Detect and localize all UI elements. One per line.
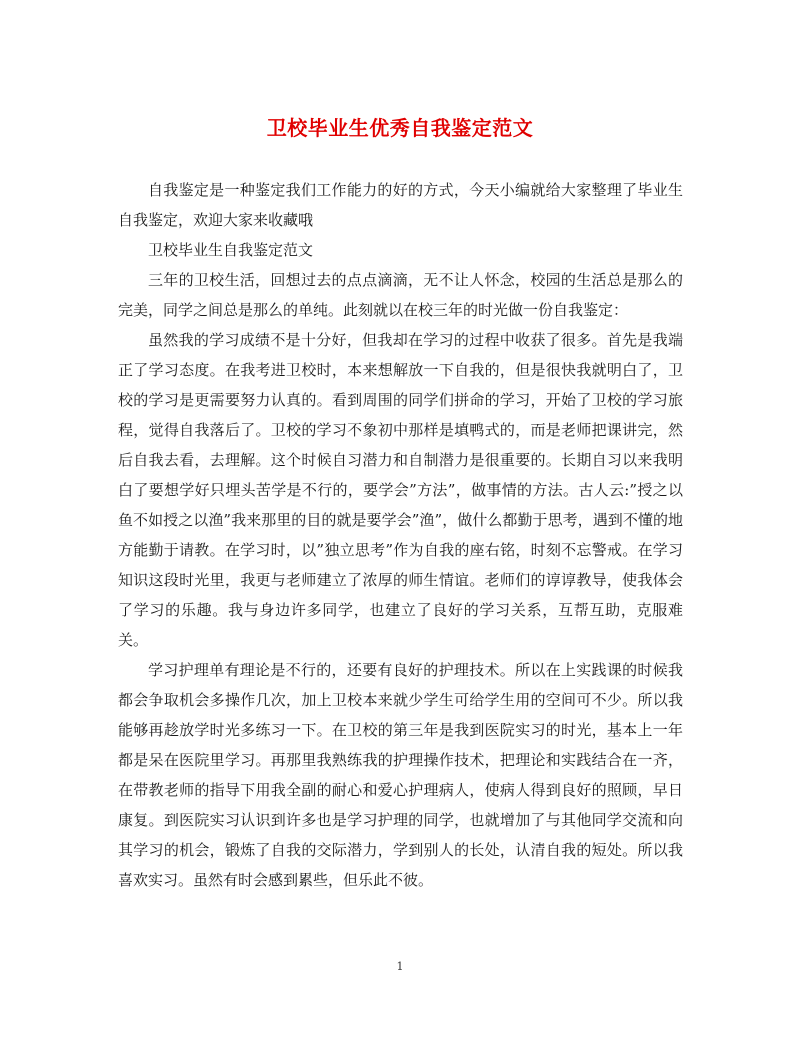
page-number: 1 xyxy=(396,960,404,973)
document-body xyxy=(118,175,683,895)
section-heading: 卫校毕业生自我鉴定范文 xyxy=(148,241,314,259)
intro-paragraph: 自我鉴定是一种鉴定我们工作能力的好的方式，今天小编就给大家整理了毕业生自我鉴定，欢迎大家来收藏哦 xyxy=(118,181,683,229)
opening-paragraph: 三年的卫校生活，回想过去的点点滴滴，无不让人怀念，校园的生活总是那么的完美，同学之间总是那么的单纯。此刻就以在校三年的时光做一份自我鉴定： xyxy=(118,271,683,319)
practice-paragraph: 学习护理单有理论是不行的，还要有良好的护理技术。所以在上实践课的时候我都会争取机会多操作几次，加上卫校本来就少学生可给学生用的空间可不少。所以我能够再趁放学时光多练习一下。在卫校的第三年是我到医院实习的时光，基本上一年都是呆在医院里学习。再那里我熟练我的护理操作技术，把理论和实践结合在一齐，在带教老师的指导下用我全副的耐心和爱心护理病人，使病人得到良好的照顾，早日康复。到医院实习认识到许多也是学习护理的同学，也就增加了与其他同学交流和向其学习的机会，锻炼了自我的交际潜力，学到别人的长处，认清自我的短处。所以我喜欢实习。虽然有时会感到累些，但乐此不彼。 xyxy=(118,661,683,889)
document-title: 卫校毕业生优秀自我鉴定范文 xyxy=(266,116,534,140)
study-paragraph: 虽然我的学习成绩不是十分好，但我却在学习的过程中收获了很多。首先是我端正了学习态度。在我考进卫校时，本来想解放一下自我的，但是很快我就明白了，卫校的学习是更需要努力认真的。看到周围的同学们拼命的学习，开始了卫校的学习旅程，觉得自我落后了。卫校的学习不象初中那样是填鸭式的，而是老师把课讲完，然后自我去看，去理解。这个时候自习潜力和自制潜力是很重要的。长期自习以来我明白了要想学好只埋头苦学是不行的，要学会”方法”，做事情的方法。古人云:”授之以鱼不如授之以渔”我来那里的目的就是要学会”渔”，做什么都勤于思考，遇到不懂的地方能勤于请教。在学习时，以”独立思考”作为自我的座右铭，时刻不忘警戒。在学习知识这段时光里，我更与老师建立了浓厚的师生情谊。老师们的谆谆教导，使我体会了学习的乐趣。我与身边许多同学，也建立了良好的学习关系，互帮互助，克服难关。 xyxy=(118,331,683,649)
